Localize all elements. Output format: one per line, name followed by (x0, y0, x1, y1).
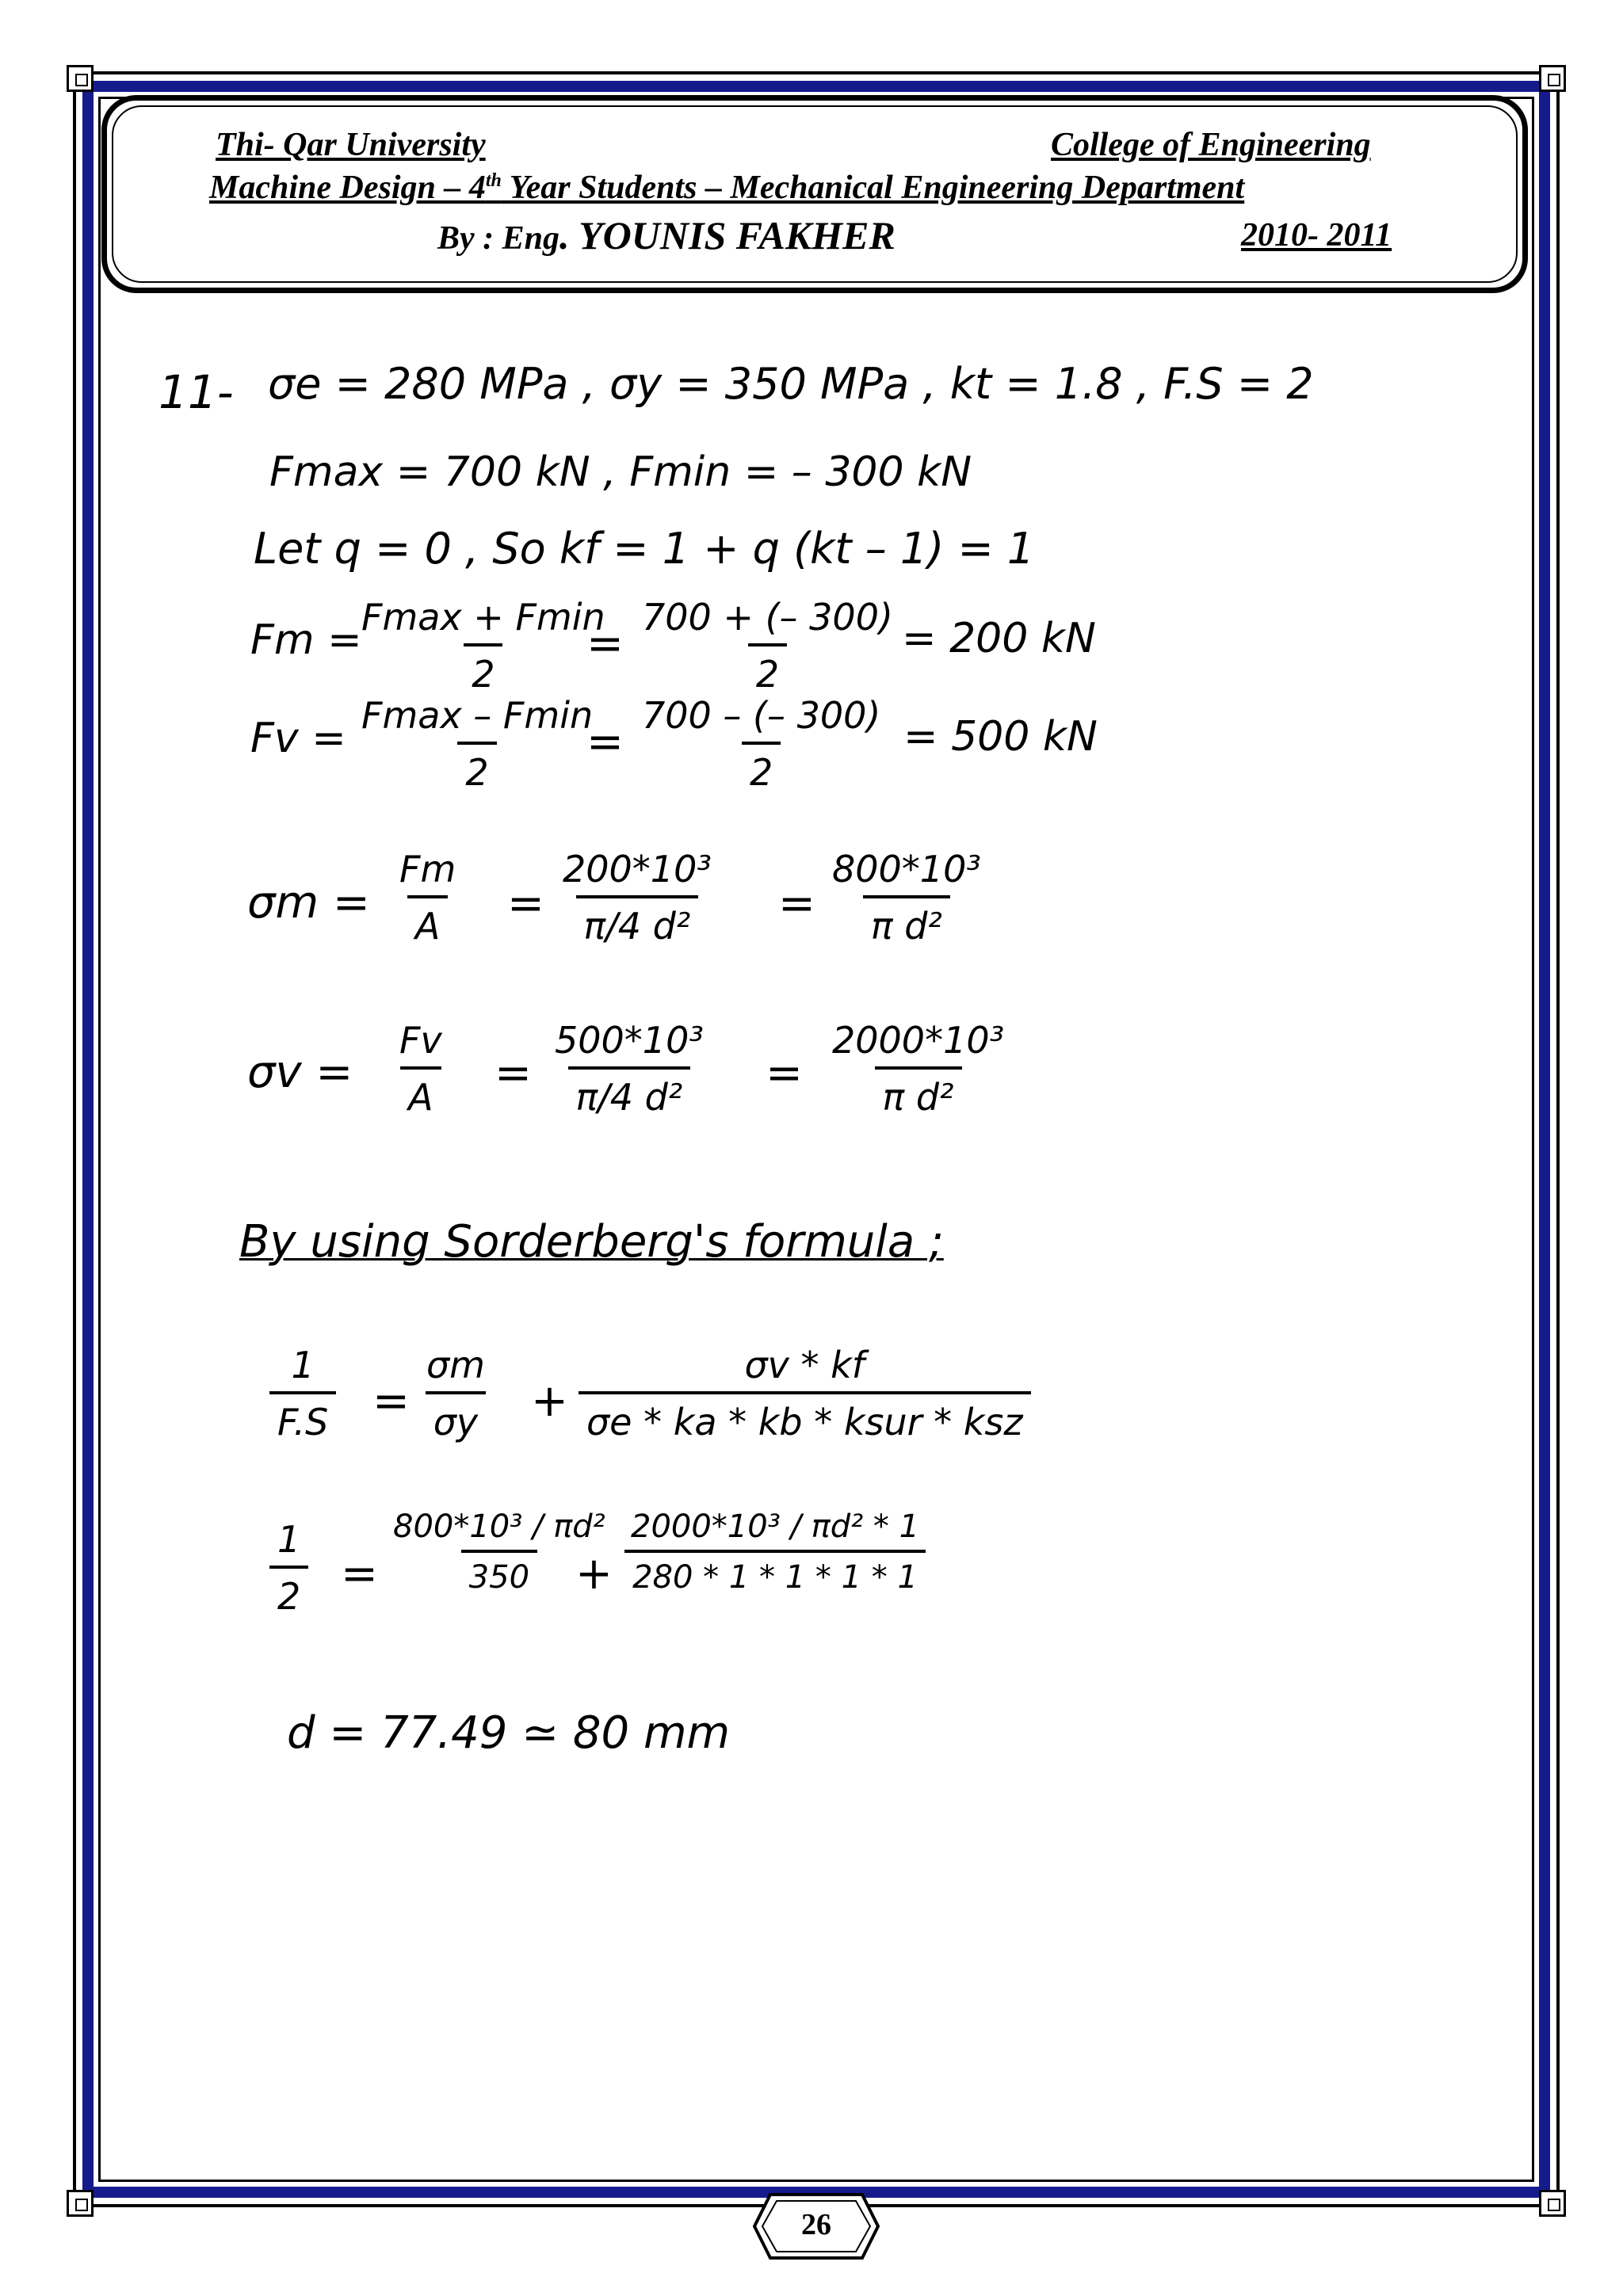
university-name: Thi- Qar University (216, 127, 486, 163)
course-suffix: Year Students – Mechanical Engineering Department (501, 170, 1245, 206)
frame-corner-bottom-right (1539, 2190, 1566, 2217)
sigma-v-fraction-2 (547, 1019, 712, 1119)
equals-sign: = (586, 716, 624, 768)
final-answer: d = 77.49 ≃ 80 mm (287, 1707, 731, 1759)
equals-sign: = (778, 878, 815, 929)
fv-den-1: 2 (457, 742, 496, 794)
fm-num-1: Fmax + Fmin (361, 596, 605, 639)
formula-term-1-num: σm (426, 1344, 485, 1386)
fv-result: = 500 kN (903, 713, 1098, 761)
course-title (209, 171, 1244, 204)
substitution-term-2-den: 280 * 1 * 1 * 1 * 1 (624, 1550, 926, 1596)
plus-sign: + (575, 1548, 613, 1600)
equals-sign: = (586, 618, 624, 669)
givens-line-2: Fmax = 700 kN , Fmin = – 300 kN (269, 448, 972, 496)
sigma-m-fraction-2 (555, 848, 720, 948)
sigma-m-fraction-1 (391, 848, 464, 948)
formula-term-1-den: σy (426, 1391, 486, 1444)
fm-den-2: 2 (748, 643, 787, 696)
fm-lhs: Fm = (250, 616, 362, 664)
substitution-term-1-num: 800*10³ / πd² (393, 1508, 605, 1545)
sigma-v-den-3: π d² (875, 1066, 962, 1119)
formula-term-2 (579, 1344, 1031, 1444)
sigma-m-lhs: σm = (247, 877, 370, 929)
sigma-v-num-3: 2000*10³ (832, 1019, 1005, 1062)
sigma-v-num-2: 500*10³ (555, 1019, 704, 1062)
formula-term-2-num: σv * kf (744, 1344, 865, 1386)
givens-line-1: σe = 280 MPa , σy = 350 MPa , kt = 1.8 , F.S = 2 (268, 359, 1314, 409)
substitution-term-2-num: 2000*10³ / πd² * 1 (631, 1508, 920, 1545)
substitution-lhs (269, 1518, 308, 1618)
page-number: 26 (801, 2208, 831, 2241)
author-line (437, 215, 896, 255)
course-prefix: Machine Design – 4 (209, 170, 486, 206)
fv-den-2: 2 (742, 742, 781, 794)
assumption-line: Let q = 0 , So kf = 1 + q (kt – 1) = 1 (254, 524, 1035, 574)
college-name: College of Engineering (1051, 127, 1371, 163)
sigma-v-fraction-1 (391, 1019, 450, 1119)
frame-corner-top-left (67, 65, 94, 92)
formula-lhs-den: F.S (269, 1391, 336, 1444)
sigma-m-den-3: π d² (863, 895, 950, 948)
sigma-m-den-1: A (407, 895, 448, 948)
fv-lhs: Fv = (250, 715, 346, 762)
fv-num-1: Fmax – Fmin (361, 694, 594, 737)
equals-sign: = (372, 1375, 410, 1427)
plus-sign: + (531, 1375, 568, 1427)
sigma-m-num-2: 200*10³ (563, 848, 712, 891)
fm-fraction-numeric (634, 596, 901, 696)
formula-lhs (269, 1344, 336, 1444)
formula-lhs-num: 1 (291, 1344, 315, 1386)
sigma-m-num-1: Fm (399, 848, 456, 891)
problem-number: 11- (158, 365, 234, 419)
author-name: . YOUNIS FAKHER (559, 213, 896, 257)
fm-fraction-symbolic (353, 596, 613, 696)
substitution-lhs-num: 1 (277, 1518, 301, 1561)
page-frame-inner (98, 97, 1534, 2182)
method-heading: By using Sorderberg's formula ; (239, 1216, 944, 1268)
fv-fraction-symbolic (353, 694, 601, 794)
fm-num-2: 700 + (– 300) (642, 596, 893, 639)
fm-result: = 200 kN (902, 615, 1096, 662)
formula-term-2-den: σe * ka * kb * ksur * ksz (579, 1391, 1031, 1444)
sigma-m-fraction-3 (824, 848, 989, 948)
sigma-v-den-1: A (400, 1066, 441, 1119)
substitution-term-2 (623, 1508, 927, 1596)
fv-fraction-numeric (634, 694, 888, 794)
page-number-badge (753, 2191, 880, 2261)
equals-sign: = (495, 1047, 532, 1099)
equals-sign: = (766, 1047, 803, 1099)
frame-corner-bottom-left (67, 2190, 94, 2217)
sigma-m-den-2: π/4 d² (576, 895, 699, 948)
sigma-v-den-2: π/4 d² (568, 1066, 691, 1119)
substitution-term-1-den: 350 (461, 1550, 537, 1596)
substitution-lhs-den: 2 (269, 1566, 308, 1618)
fm-den-1: 2 (464, 643, 502, 696)
formula-term-1 (418, 1344, 493, 1444)
course-sup: th (485, 170, 502, 191)
frame-corner-top-right (1539, 65, 1566, 92)
sigma-m-num-3: 800*10³ (832, 848, 981, 891)
equals-sign: = (341, 1548, 378, 1600)
sigma-v-lhs: σv = (247, 1047, 353, 1098)
sigma-v-fraction-3 (824, 1019, 1012, 1119)
fv-num-2: 700 – (– 300) (642, 694, 881, 737)
author-prefix: By : Eng (437, 220, 560, 257)
academic-year: 2010- 2011 (1241, 217, 1392, 254)
equals-sign: = (507, 878, 544, 929)
sigma-v-num-1: Fv (399, 1019, 442, 1062)
